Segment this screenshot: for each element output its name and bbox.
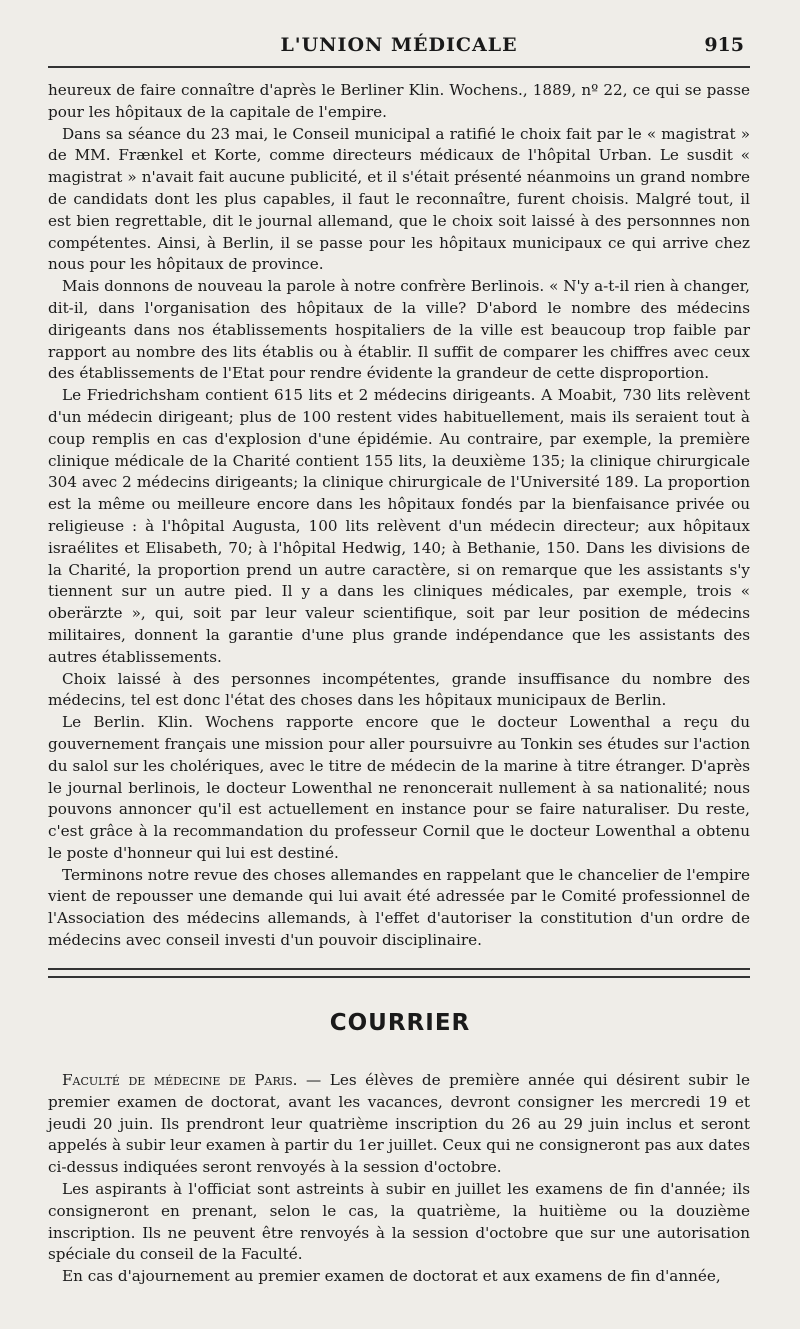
page-header [48, 30, 750, 60]
paragraph-text: — Les élèves de première année qui désirent subir le premier examen de doctorat, avant les vacances, devront consigner les mercredi 19 et jeudi 20 juin. Ils prendront leur quatrième inscription du 26 au 29 juin inclus et seront appelés à subir leur examen à partir du 1er juillet. Ceux qui ne consigneront pas aux dates ci-dessus indiquées seront renvoyés à la session d'octobre. [48, 1071, 750, 1177]
running-title: L'UNION MÉDICALE [280, 34, 518, 56]
section-divider [48, 968, 750, 978]
paragraph [48, 1070, 750, 1179]
paragraph: En cas d'ajournement au premier examen de doctorat et aux examens de fin d'année, [62, 1267, 721, 1286]
paragraph: Le Friedrichsham contient 615 lits et 2 médecins dirigeants. A Moabit, 730 lits relèvent d'un médecin dirigeant; plus de 100 restent vides habituellement, mais ils seraient tout à coup remplis en cas d'explosion d'une épidémie. Au contraire, par exemple, la première clinique médicale de la Charité contient 155 lits, la deuxième 135; la clinique chirurgicale 304 avec 2 médecins dirigeants; la clinique chirurgicale de l'Université 189. La proportion est la même ou meilleure encore dans les hôpitaux fondés par la bienfaisance privée ou religieuse : à l'hôpital Augusta, 100 lits relèvent d'un médecin directeur; aux hôpitaux israélites et Elisabeth, 70; à l'hôpital Hedwig, 140; à Bethanie, 150. Dans les divisions de la Charité, la proportion prend un autre caractère, si on remarque que les assistants s'y tiennent sur un autre pied. Il y a dans les cliniques médicales, par exemple, trois « oberärzte », qui, soit par leur valeur scientifique, soit par leur position de médecins militaires, donnent la garantie d'une plus grande indépendance que les assistants des autres établissements. [48, 386, 750, 666]
header-rule [48, 66, 750, 68]
paragraph: Les aspirants à l'officiat sont astreints à subir en juillet les examens de fin d'année; ils consigneront en prenant, selon le cas, la quatrième, la huitième ou la douzième inscription. Ils ne peuvent être renvoyés à la session d'octobre que sur une autorisation spéciale du conseil de la Faculté. [48, 1179, 750, 1264]
courrier-body [48, 1070, 750, 1288]
run-in-heading: Faculté de médecine de Paris. [62, 1071, 298, 1089]
paragraph: Mais donnons de nouveau la parole à notre confrère Berlinois. « N'y a-t-il rien à changer, dit-il, dans l'organisation des hôpitaux de la ville? D'abord le nombre des médecins dirigeants dans nos établissements hospitaliers de la ville est beaucoup trop faible par rapport au nombre des lits établis ou à établir. Il suffit de comparer les chiffres avec ceux des établissements de l'Etat pour rendre évidente la grandeur de cette disproportion. [48, 277, 750, 383]
section-title: COURRIER [329, 1010, 471, 1036]
paragraph: Terminons notre revue des choses allemandes en rappelant que le chancelier de l'empire vient de repousser une demande qui lui avait été adressée par le Comité professionnel de l'Association des médecins allemands, à l'effet d'autoriser la constitution d'un ordre de médecins avec conseil investi d'un pouvoir disciplinaire. [48, 865, 750, 950]
paragraph: Choix laissé à des personnes incompétentes, grande insuffisance du nombre des médecins, tel est donc l'état des choses dans les hôpitaux municipaux de Berlin. [48, 669, 750, 710]
paragraph: Dans sa séance du 23 mai, le Conseil municipal a ratifié le choix fait par le « magistrat » de MM. Frænkel et Korte, comme directeurs médicaux de l'hôpital Urban. Le susdit « magistrat » n'avait fait aucune publicité, et il s'était présenté néanmoins un grand nombre de candidats dont les plus capables, il faut le reconnaître, furent choisis. Malgré tout, il est bien regrettable, dit le journal allemand, que le choix soit laissé à des personnnes non compétentes. Ainsi, à Berlin, il se passe pour les hôpitaux municipaux ce qui arrive chez nous pour les hôpitaux de province. [48, 124, 750, 274]
paragraph: Le Berlin. Klin. Wochens rapporte encore que le docteur Lowenthal a reçu du gouvernement français une mission pour aller poursuivre au Tonkin ses études sur l'action du salol sur les cholériques, avec le titre de médecin de la marine à titre étranger. D'après le journal berlinois, le docteur Lowenthal ne renoncerait nullement à sa nationalité; nous pouvons annoncer qu'il est actuellement en instance pour se faire naturaliser. Du reste, c'est grâce à la recommandation du professeur Cornil que le docteur Lowenthal a obtenu le poste d'honneur qui lui est destiné. [48, 713, 750, 862]
paragraph: heureux de faire connaître d'après le Berliner Klin. Wochens., 1889, nº 22, ce qui se passe pour les hôpitaux de la capitale de l'empire. [48, 81, 750, 121]
page-number: 915 [704, 34, 744, 56]
article-body [48, 80, 750, 952]
